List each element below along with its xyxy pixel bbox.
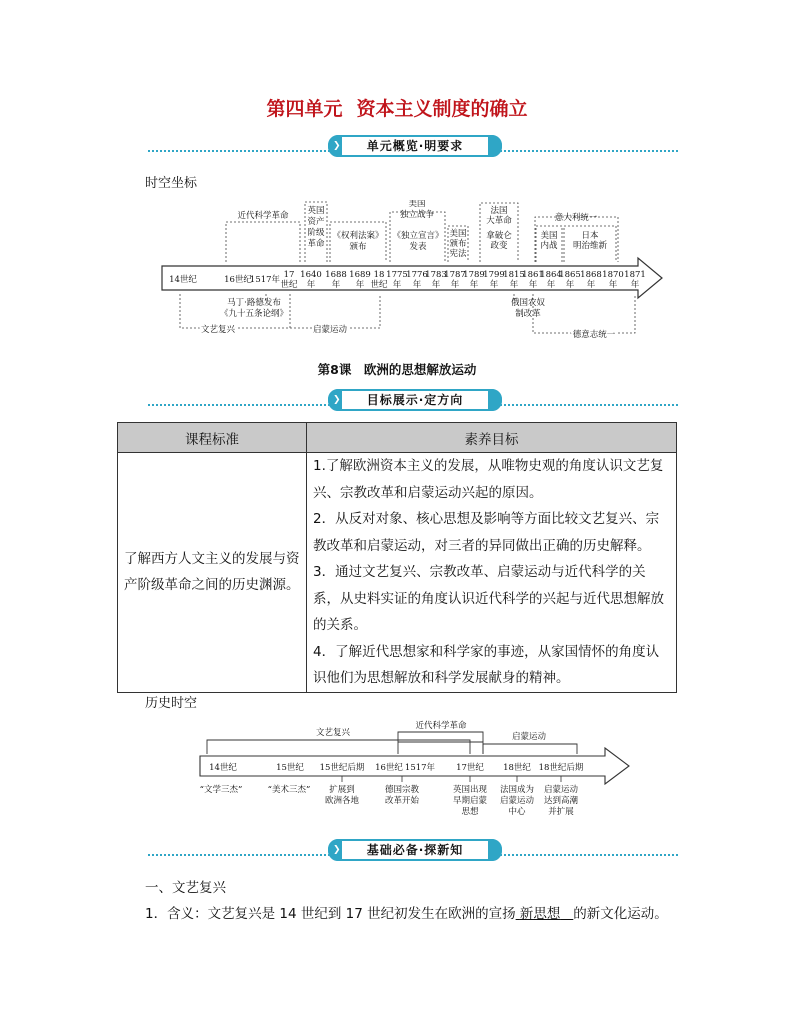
tick: 1864 [540, 270, 562, 280]
event-us-constitution: 美国 [449, 229, 467, 239]
note-climax: 达到高潮 [543, 796, 579, 806]
section-title: 单元概览·明要求 [366, 139, 464, 153]
tick: 年 [608, 280, 618, 290]
event-russia-reform: 制改革 [515, 309, 541, 319]
content-item-1 [145, 902, 668, 922]
target-item: 2．从反对对象、核心思想及影响等方面比较文艺复兴、宗教改革和启蒙运动，对三者的异同做出正确的历史解释。 [313, 511, 660, 554]
event-modern-science: 近代科学革命 [237, 211, 289, 221]
target-item: 3．通过文艺复兴、宗教改革、启蒙运动与近代科学的关系，从史料实证的角度认识近代科学的兴起与近代思想解放的关系。 [313, 564, 664, 633]
timeline2-notes [200, 784, 579, 817]
note-reformation: 德国宗教 [384, 785, 420, 795]
event-uk-revolution: 革命 [307, 239, 325, 249]
timeline1-label: 时空坐标 [145, 176, 198, 191]
tick: 年 [469, 280, 479, 290]
unit-name: 资本主义制度的确立 [356, 98, 528, 120]
span-science-revolution: 近代科学革命 [415, 721, 467, 731]
note-climax: 并扩展 [548, 807, 574, 817]
tick: 年 [528, 280, 538, 290]
event-napoleon: 拿破仑 [486, 231, 512, 241]
timeline1-events-above [237, 200, 607, 259]
event-us-civil-war: 内战 [540, 241, 558, 251]
literacy-targets [307, 453, 677, 693]
event-us-constitution: 颁布 [449, 239, 467, 249]
event-uk-revolution: 资产 [307, 217, 325, 227]
fill-in-answer: 新思想 [519, 906, 561, 922]
tick: 1799 [483, 270, 505, 280]
unit-title [0, 94, 794, 121]
note-spread: 欧洲各地 [324, 796, 360, 806]
tick: 1640 [300, 270, 322, 280]
event-germany-unification: 德意志统一 [572, 330, 616, 340]
event-meiji: 明治维新 [572, 241, 608, 251]
tick: 18世纪后期 [538, 763, 584, 773]
tick: 年 [630, 280, 640, 290]
pill-cap-right [488, 135, 502, 157]
tick: 年 [586, 280, 596, 290]
tick: 14世纪 [209, 763, 237, 773]
tick: 年 [450, 280, 460, 290]
event-meiji: 日本 [581, 231, 599, 241]
event-uk-revolution: 阶级 [307, 228, 325, 238]
tick: 年 [431, 280, 441, 290]
section-pill [328, 839, 502, 861]
event-french-revolution: 大革命 [486, 216, 512, 226]
tick: 1871 [624, 270, 646, 280]
note-spread: 扩展到 [329, 785, 355, 795]
double-arrow-icon: ❯ [333, 395, 342, 405]
tick: 1787 [444, 270, 466, 280]
tick: 世纪 [370, 280, 388, 290]
tick: 1861 [522, 270, 544, 280]
note-early-enlightenment: 早期启蒙 [452, 796, 488, 806]
span-bracket [483, 744, 577, 754]
tick: 17 [283, 270, 295, 280]
note-early-enlightenment: 思想 [461, 807, 479, 817]
event-bill-of-rights: 《权利法案》 [332, 231, 384, 241]
note-art: “美术三杰” [267, 785, 311, 795]
span-enlightenment: 启蒙运动 [312, 325, 348, 335]
span-enlightenment: 启蒙运动 [511, 732, 547, 742]
curriculum-standard: 了解西方人文主义的发展与资产阶级革命之间的历史渊源。 [118, 453, 307, 693]
timeline1-events-below [201, 297, 616, 340]
tick: 年 [412, 280, 422, 290]
event-declaration: 《独立宣言》 [392, 231, 444, 241]
tick: 16世纪 [375, 763, 403, 773]
section-title: 基础必备·探新知 [366, 843, 464, 857]
event-us-civil-war: 美国 [540, 231, 558, 241]
section-header-goals [148, 386, 678, 412]
goals-table [117, 422, 677, 693]
span-renaissance: 文艺复兴 [315, 728, 351, 738]
pill-cap-right [488, 839, 502, 861]
unit-number: 第四单元 [266, 98, 343, 120]
timeline2-connectors [342, 776, 561, 782]
tick: 1776 [406, 270, 428, 280]
timeline2-label: 历史时空 [145, 696, 198, 711]
tick: 1789 [463, 270, 485, 280]
tick: 1815 [503, 270, 525, 280]
span-renaissance: 文艺复兴 [200, 325, 236, 335]
item1-suffix: 的新文化运动。 [573, 906, 668, 922]
note-france-center: 启蒙运动 [499, 796, 535, 806]
tick: 1689 [349, 270, 371, 280]
pill-cap-right [488, 389, 502, 411]
event-italy-unification: 意大利统一 [554, 213, 598, 223]
tick: 年 [509, 280, 519, 290]
event-french-revolution: 法国 [490, 206, 508, 216]
tick: 1688 [325, 270, 347, 280]
tick: 年 [306, 280, 316, 290]
event-us-independence: 独立战争 [399, 210, 435, 220]
section-header-overview [148, 132, 678, 158]
item1-prefix: 1．含义：文艺复兴是 14 世纪到 17 世纪初发生在欧洲的宣扬 [145, 906, 516, 922]
note-france-center: 中心 [508, 807, 526, 817]
section-pill [328, 135, 502, 157]
event-us-independence: 美国 [408, 200, 426, 209]
tick: 15世纪 [276, 763, 304, 773]
note-france-center: 法国成为 [499, 785, 535, 795]
event-napoleon: 政变 [490, 241, 508, 251]
double-arrow-icon: ❯ [333, 845, 342, 855]
tick: 年 [392, 280, 402, 290]
tick: 年 [565, 280, 575, 290]
target-item: 4．了解近代思想家和科学家的事迹，从家国情怀的角度认识他们为思想解放和科学发展献身的精神。 [313, 643, 660, 686]
table-header-row [118, 423, 677, 453]
table-header-targets: 素养目标 [307, 423, 677, 453]
table-row [118, 453, 677, 693]
table-header-standard: 课程标准 [118, 423, 307, 453]
section-header-basics [148, 836, 678, 862]
tick: 1517年 [249, 275, 281, 285]
tick: 14世纪 [169, 275, 197, 285]
event-uk-revolution: 英国 [307, 206, 325, 216]
tick: 1517年 [404, 763, 436, 773]
lesson-title: 第8课 欧洲的思想解放运动 [317, 362, 477, 377]
tick: 年 [355, 280, 365, 290]
event-luther: 《九十五条论纲》 [219, 309, 289, 319]
tick: 16世纪 [224, 275, 252, 285]
tick: 17世纪 [456, 763, 484, 773]
event-declaration: 发表 [409, 242, 427, 252]
event-bill-of-rights: 颁布 [349, 242, 367, 252]
event-luther: 马丁·路德发布 [227, 298, 281, 308]
tick: 世纪 [280, 280, 298, 290]
note-literature: “文学三杰” [199, 785, 243, 795]
timeline1-figure [150, 200, 670, 350]
event-us-constitution: 宪法 [449, 249, 467, 259]
tick: 年 [489, 280, 499, 290]
tick: 18世纪 [503, 763, 531, 773]
tick: 1870 [602, 270, 624, 280]
double-arrow-icon: ❯ [333, 141, 342, 151]
tick: 1775 [386, 270, 408, 280]
timeline2-spans [316, 720, 547, 742]
tick: 15世纪后期 [319, 763, 365, 773]
tick: 1783 [425, 270, 447, 280]
tick: 18 [373, 270, 385, 280]
note-early-enlightenment: 英国出现 [452, 785, 488, 795]
tick: 1868 [580, 270, 602, 280]
content-heading: 一、文艺复兴 [145, 880, 226, 896]
tick: 年 [546, 280, 556, 290]
section-title: 目标展示·定方向 [366, 393, 464, 407]
timeline2-figure [195, 718, 635, 828]
note-climax: 启蒙运动 [543, 785, 579, 795]
target-item: 1.了解欧洲资本主义的发展，从唯物史观的角度认识文艺复兴、宗教改革和启蒙运动兴起的原因。 [313, 458, 664, 501]
event-russia-reform: 俄国农奴 [510, 298, 546, 308]
note-reformation: 改革开始 [384, 796, 420, 806]
tick: 1865 [559, 270, 581, 280]
section-pill [328, 389, 502, 411]
tick: 年 [331, 280, 341, 290]
